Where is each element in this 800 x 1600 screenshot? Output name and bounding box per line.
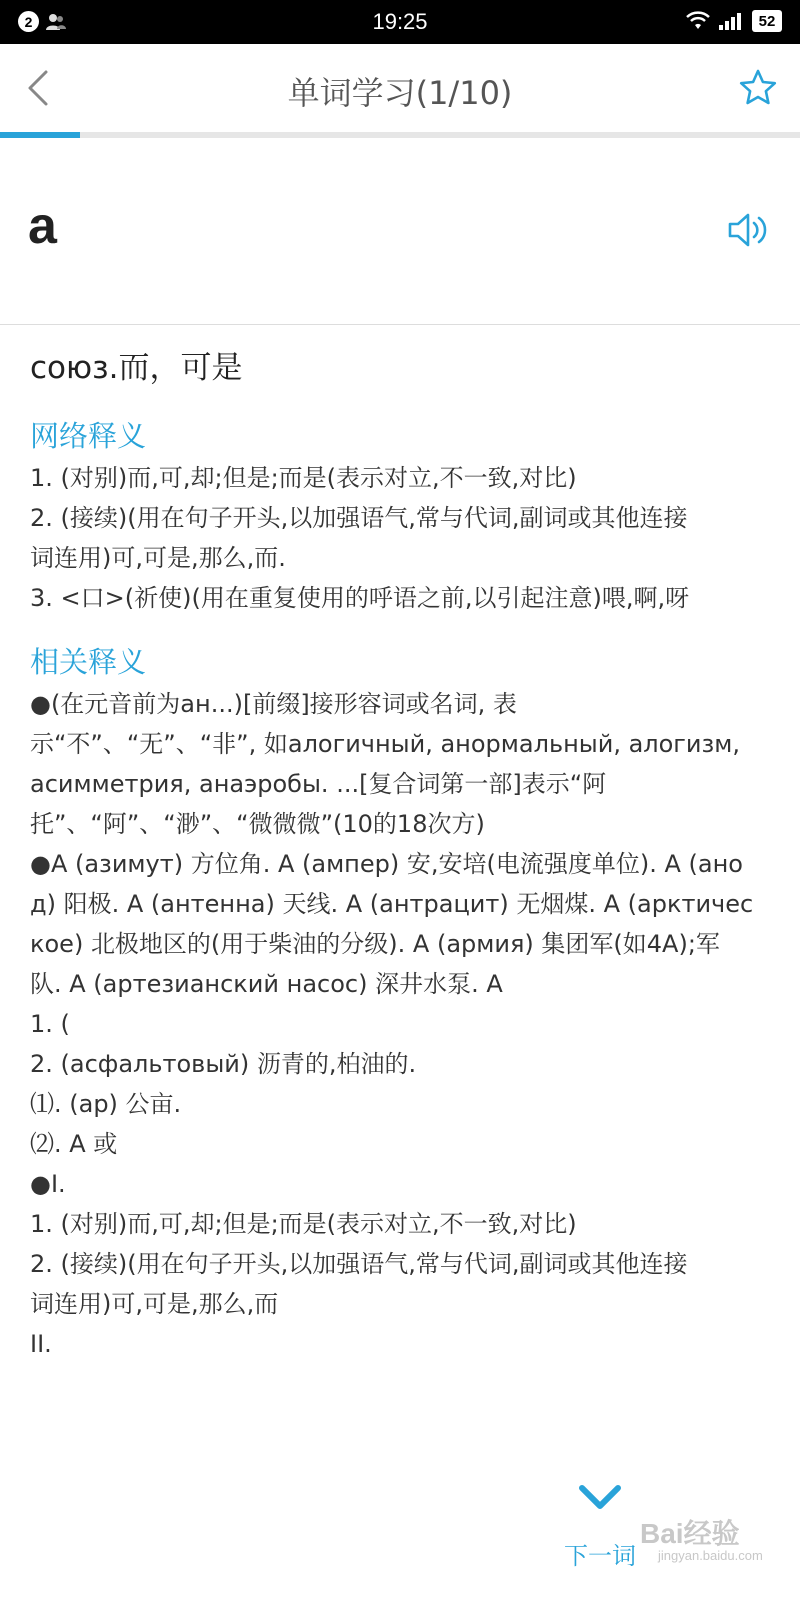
definition-line: 1. (对别)而,可,却;但是;而是(表示对立,不一致,对比) [30, 1210, 577, 1238]
definition-line: 示“不”、“无”、“非”, 如алогичный, анормальный, алогизм, [30, 730, 741, 758]
status-bar [0, 0, 800, 44]
next-word-button[interactable] [560, 1480, 640, 1590]
notification-count-badge: 2 [18, 11, 39, 32]
headword: a [28, 197, 57, 255]
definition-line: 2. (接续)(用在句子开头,以加强语气,常与代词,副词或其他连接 [30, 1250, 688, 1278]
definition-line: ⑴. (ар) 公亩. [30, 1090, 182, 1118]
definition-line: д) 阳极. А (антенна) 天线. А (антрацит) 无烟煤. А (арктичес [30, 890, 754, 918]
definition-line: ●(在元音前为ан...)[前缀]接形容词或名词, 表 [30, 690, 517, 718]
progress-bar-fill [0, 132, 80, 138]
definition-line: 队. А (артезианский насос) 深井水泵. А [30, 970, 503, 998]
definition-line: ⑵. А 或 [30, 1130, 118, 1158]
definition-line: 3. <口>(祈使)(用在重复使用的呼语之前,以引起注意)喂,啊,呀 [30, 584, 690, 612]
definition-line: 1. ( [30, 1010, 70, 1038]
definition-line: ●I. [30, 1170, 66, 1198]
chevron-down-icon [578, 1480, 622, 1516]
watermark-url: jingyan.baidu.com [658, 1548, 763, 1563]
definition-sections [30, 414, 775, 1364]
definition-content[interactable] [30, 344, 775, 1444]
definition-line: 词连用)可,可是,那么,而. [30, 544, 286, 572]
definition-line: 1. (对别)而,可,却;但是;而是(表示对立,不一致,对比) [30, 464, 577, 492]
page-title: 单词学习(1/10) [287, 74, 513, 112]
next-word-label: 下一词 [564, 1542, 636, 1570]
definition-line: асимметрия, анаэробы. ...[复合词第一部]表示“阿 [30, 770, 607, 798]
definition-line: кое) 北极地区的(用于柴油的分级). А (армия) 集团军(如4А);军 [30, 930, 720, 958]
definition-line: 2. (接续)(用在句子开头,以加强语气,常与代词,副词或其他连接 [30, 504, 688, 532]
status-time: 19:25 [372, 9, 428, 34]
basic-meaning: союз.而，可是 [30, 350, 243, 386]
speaker-icon[interactable] [726, 208, 770, 252]
signal-icon [718, 11, 744, 31]
progress-bar [0, 132, 800, 138]
definition-line: II. [30, 1330, 52, 1358]
definition-line: 托”、“阿”、“渺”、“微微微”(10的18次方) [30, 810, 485, 838]
content-fade [0, 1400, 800, 1460]
definition-line: 词连用)可,可是,那么,而 [30, 1290, 279, 1318]
battery-indicator: 52 [752, 10, 782, 32]
status-right [686, 10, 782, 32]
nav-bar [0, 44, 800, 132]
header-divider [0, 324, 800, 325]
favorite-star-icon[interactable] [738, 68, 778, 108]
definition-line: ●А (азимут) 方位角. А (ампер) 安,安培(电流强度单位). А (ано [30, 850, 743, 878]
wifi-icon [686, 11, 710, 31]
section-title: 相关释义 [30, 645, 147, 679]
definition-line: 2. (асфальтовый) 沥青的,柏油的. [30, 1050, 417, 1078]
watermark-logo: Bai经验 [640, 1518, 740, 1549]
section-title: 网络释义 [30, 419, 147, 453]
